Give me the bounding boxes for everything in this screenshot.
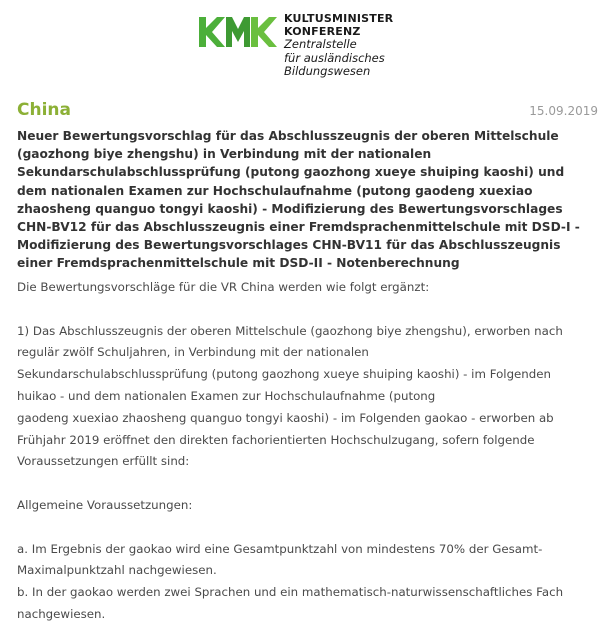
spacer (17, 517, 602, 539)
kmk-logo-text (284, 12, 393, 79)
body-line: huikao - und dem nationalen Examen zur Hochschulaufnahme (putong (17, 388, 436, 403)
body-line: a. Im Ergebnis der gaokao wird eine Gesamtpunktzahl von mindestens 70% der Gesamt- (17, 541, 543, 556)
body-line: Maximalpunktzahl nachgewiesen. (17, 563, 217, 578)
body-line: nachgewiesen. (17, 606, 106, 621)
body-intro: Die Bewertungsvorschläge für die VR China werden wie folgt ergänzt: (17, 280, 430, 294)
body-line: Voraussetzungen erfüllt sind: (17, 454, 190, 469)
body-line: regulär zwölf Schuljahren, in Verbindung mit der nationalen (17, 345, 369, 360)
body-line: gaodeng xuexiao zhaosheng quanguo tongyi kaoshi) - im Folgenden gaokao - erworben ab (17, 410, 554, 425)
body-line: b. In der gaokao werden zwei Sprachen und ein mathematisch-naturwissenschaftliches Fach (17, 585, 564, 600)
logo-line-4: für ausländisches (284, 50, 385, 65)
logo-line-1: KULTUSMINISTER (284, 12, 394, 25)
section-heading: Allgemeine Voraussetzungen: (17, 497, 193, 512)
spacer (17, 299, 602, 321)
logo-line-5: Bildungswesen (284, 64, 371, 78)
logo-line-3: Zentralstelle (284, 37, 357, 51)
logo-line-2: KONFERENZ (284, 25, 361, 38)
article-headline: Neuer Bewertungsvorschlag für das Abschlusszeugnis der oberen Mittelschule (gaozhong biye zhengshu) in Verbindung mit der nationalen Sekundarschulabschlussprüfung (putong gaozhong xueye shuiping kaoshi) und dem nationalen Examen zur Hochschulaufnahme (putong gaodeng xuexiao zhaosheng quanguo tongyi kaoshi) - Modifizierung des Bewertungsvorschlages CHN-BV12 für das Abschlusszeugnis einer Fremdsprachenmittelschule mit DSD-I - Modifizierung des Bewertungsvorschlages CHN-BV11 für das Abschlusszeugnis einer Fremdsprachenmittelschule mit DSD-II - Notenberechnung (17, 129, 580, 271)
body-line: Sekundarschulabschlussprüfung (putong gaozhong xueye shuiping kaoshi) - im Folgenden (17, 367, 552, 382)
article-body (17, 277, 602, 626)
body-line: Frühjahr 2019 eröffnet den direkten fachorientierten Hochschulzugang, sofern folgende (17, 432, 535, 447)
spacer (17, 473, 602, 495)
kmk-logo-icon (199, 17, 277, 47)
body-line: 1) Das Abschlusszeugnis der oberen Mittelschule (gaozhong biye zhengshu), erworben nach (17, 323, 563, 338)
country-heading: China (17, 100, 71, 120)
kmk-header (199, 12, 419, 90)
publish-date: 15.09.2019 (529, 104, 598, 118)
